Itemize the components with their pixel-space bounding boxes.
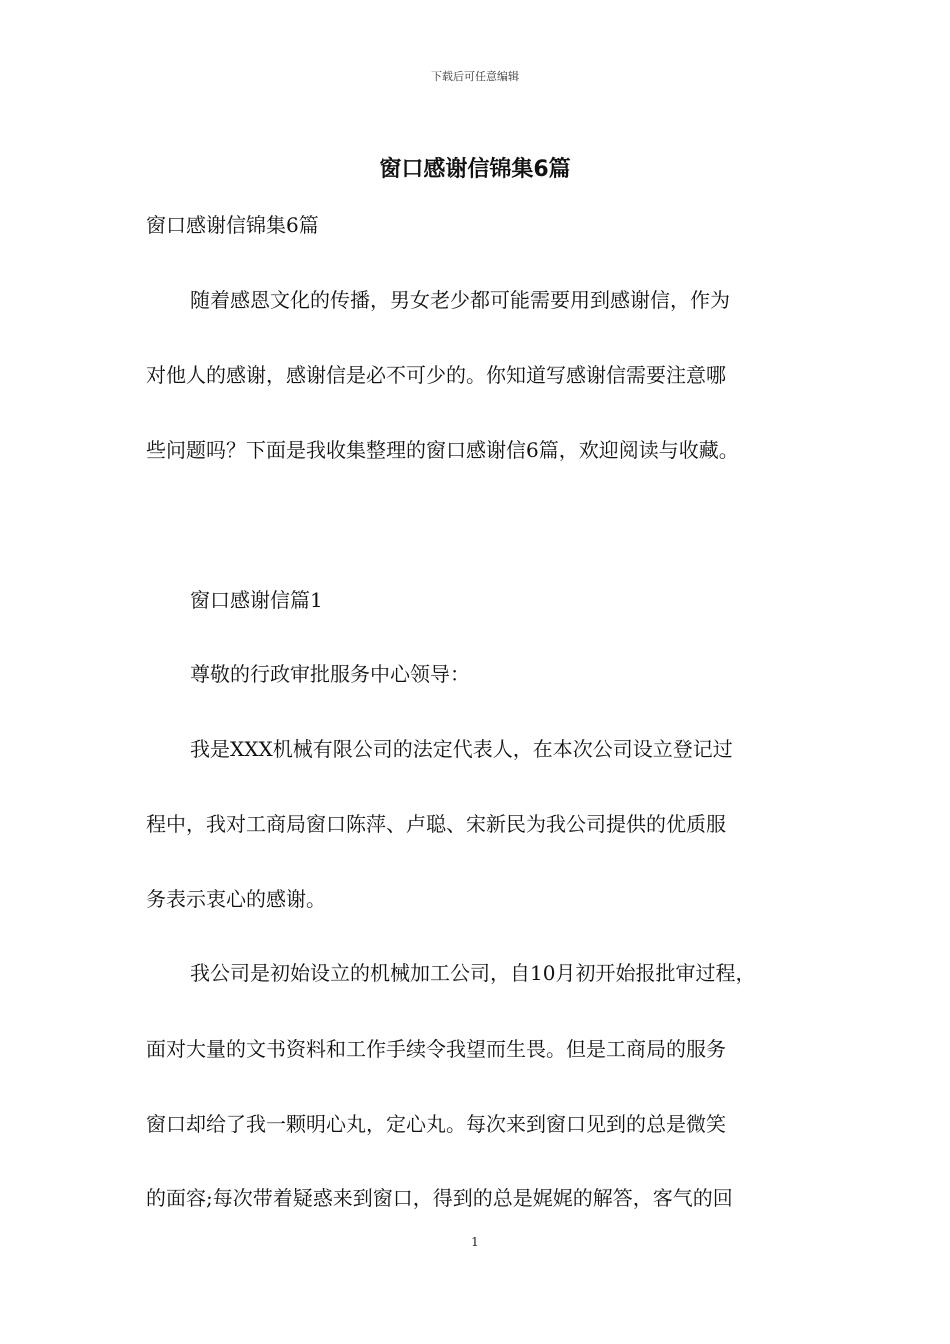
document-subtitle: 窗口感谢信锦集6篇 (146, 213, 319, 237)
intro-line-1: 随着感恩文化的传播，男女老少都可能需要用到感谢信，作为 (190, 288, 730, 312)
header-note: 下载后可任意编辑 (431, 70, 519, 83)
paragraph2-line-2: 面对大量的文书资料和工作手续令我望而生畏。但是工商局的服务 (146, 1037, 726, 1061)
paragraph2-line-1: 我公司是初始设立的机械加工公司，自10月初开始报批审过程， (190, 961, 756, 985)
paragraph1-line-2: 程中，我对工商局窗口陈萍、卢聪、宋新民为我公司提供的优质服 (146, 812, 726, 836)
intro-line-2: 对他人的感谢，感谢信是必不可少的。你知道写感谢信需要注意哪 (146, 363, 726, 387)
paragraph1-line-1: 我是XXX机械有限公司的法定代表人，在本次公司设立登记过 (190, 737, 733, 761)
salutation: 尊敬的行政审批服务中心领导： (190, 662, 470, 686)
intro-line-3: 些问题吗？下面是我收集整理的窗口感谢信6篇，欢迎阅读与收藏。 (146, 438, 739, 462)
page-number: 1 (471, 1235, 479, 1249)
paragraph2-line-4: 的面容;每次带着疑惑来到窗口，得到的总是娓娓的解答，客气的回 (146, 1186, 733, 1210)
paragraph1-line-3: 务表示衷心的感谢。 (146, 887, 326, 911)
section-heading: 窗口感谢信篇1 (190, 588, 323, 612)
paragraph2-line-3: 窗口却给了我一颗明心丸，定心丸。每次来到窗口见到的总是微笑 (146, 1112, 726, 1136)
document-title: 窗口感谢信锦集6篇 (379, 157, 571, 182)
